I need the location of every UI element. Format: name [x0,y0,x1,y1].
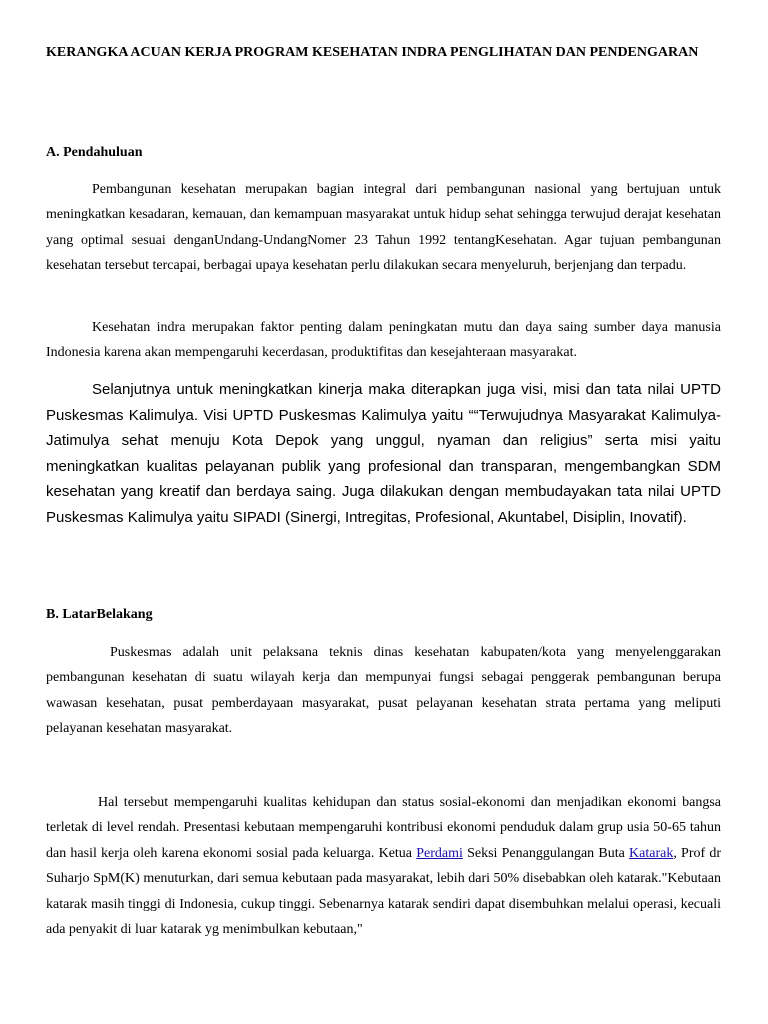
section-b-paragraph-1: Puskesmas adalah unit pelaksana teknis dinas kesehatan kabupaten/kota yang menyelenggarakan pembangunan kesehatan di suatu wilayah kerja dan mempunyai fungsi sebagai penggerak pembangunan berupa wawasan kesehatan, pusat pemberdayaan masyarakat, pusat pelayanan kesehatan strata pertama yang meliputi pelayanan kesehatan masyarakat. [46,645,721,737]
section-a-paragraph-2: Kesehatan indra merupakan faktor penting dalam peningkatan mutu dan daya saing sumber daya manusia Indonesia karena akan mempengaruhi kecerdasan, produktifitas dan kesejahteraan masyarakat. [46,320,721,361]
section-b-paragraph-2-text-1: Hal tersebut mempengaruhi kualitas kehidupan dan status sosial-ekonomi dan menjadikan ekonomi bangsa terletak di level rendah. Presentasi kebutaan mempengaruhi kontribusi ekonomi penduduk dalam grup usia 50-65 tahun dan hasil kerja oleh karena ekonomi sosial pada keluarga. Ketua [46,795,721,861]
section-b-paragraph-2 [46,790,721,942]
section-a-paragraph-1: Pembangunan kesehatan merupakan bagian integral dari pembangunan nasional yang bertujuan untuk meningkatkan kesadaran, kemauan, dan kemampuan masyarakat untuk hidup sehat sehingga terwujud derajat kesehatan yang optimal sesuai denganUndang-UndangNomer 23 Tahun 1992 tentangKesehatan. Agar tujuan pembangunan kesehatan tersebut tercapai, berbagai upaya kesehatan perlu dilakukan secara menyeluruh, berjenjang dan terpadu. [46,182,721,274]
section-a-paragraph-3: Selanjutnya untuk meningkatkan kinerja maka diterapkan juga visi, misi dan tata nilai UPTD Puskesmas Kalimulya. Visi UPTD Puskesmas Kalimulya yaitu ““Terwujudnya Masyarakat Kalimulya-Jatimulya sehat menuju Kota Depok yang unggul, nyaman dan religius” serta misi yaitu meningkatkan kualitas pelayanan publik yang profesional dan transparan, mengembangkan SDM kesehatan yang kreatif dan berdaya saing. Juga dilakukan dengan membudayakan tata nilai UPTD Puskesmas Kalimulya yaitu SIPADI (Sinergi, Intregitas, Profesional, Akuntabel, Disiplin, Inovatif). [46,381,721,526]
document-title: KERANGKA ACUAN KERJA PROGRAM KESEHATAN INDRA PENGLIHATAN DAN PENDENGARAN [46,45,699,60]
section-b-heading: B. LatarBelakang [46,607,153,622]
section-a-heading: A. Pendahuluan [46,145,143,160]
section-b-paragraph-2-text-2: Seksi Penanggulangan Buta [462,845,630,861]
perdami-link[interactable]: Perdami [416,845,463,861]
katarak-link[interactable]: Katarak [629,845,674,861]
section-b-paragraph-2-text-3: , Prof dr Suharjo SpM(K) menuturkan, dari semua kebutaan pada masyarakat, lebih dari 50% disebabkan oleh katarak."Kebutaan katarak masih tinggi di Indonesia, cukup tinggi. Sebenarnya katarak sendiri dapat disembuhkan melalui operasi, kecuali ada penyakit di luar katarak yg menimbulkan kebutaan," [46,845,722,938]
